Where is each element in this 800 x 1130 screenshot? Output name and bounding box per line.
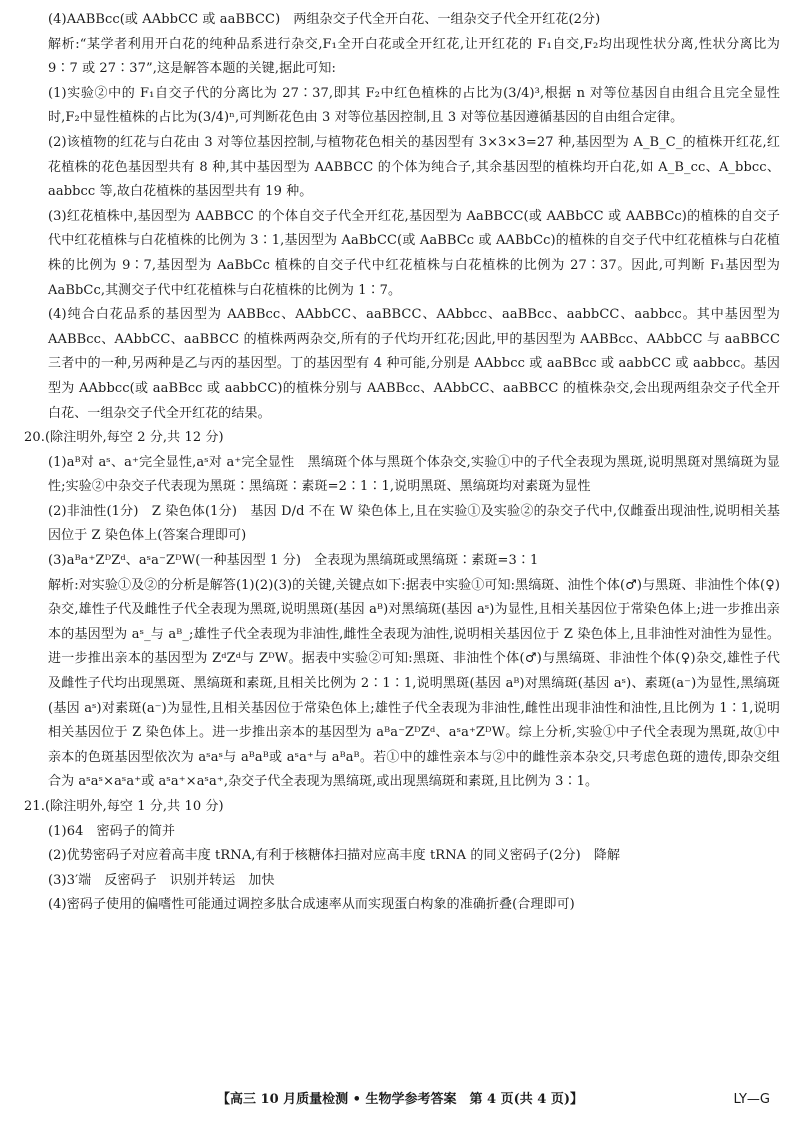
q20-header: 20.(除注明外,每空 2 分,共 12 分) [24, 430, 224, 446]
q20-answer-2: (2)非油性(1分) Z 染色体(1分) 基因 D/d 不在 W 染色体上,且在实验①及实验②的杂交子代中,仅雌蚕出现油性,说明相关基因位于 Z 染色体上(答案合理即可) [48, 503, 780, 544]
q19-analysis-4: (4)纯合白花品系的基因型为 AABBcc、AAbbCC、aaBBCC、AAbbcc、aaBBcc、aabbCC、aabbcc。其中基因型为 AABBcc、AAbbCC、aaBBCC 的植株两两杂交,所有的子代均开红花;因此,甲的基因型为 AABBcc、AAbbCC 与 aaBBCC 三者中的一种,另两种是乙与丙的基因型。丁的基因型有 4 种可能,分别是 AAbbcc 或 aaBBcc 或 aabbCC 或 aabbcc。基因型为 AAbbcc(或 aaBBcc 或 aabbCC)的植株分别与 AABBcc、AAbbCC、aaBBCC 的植株杂交,会出现两组杂交子代全开白花、一组杂交子代全开红花的结果。 [48, 307, 780, 421]
q20-answer-3: (3)aᴮa⁺ZᴰZᵈ、aˢa⁻ZᴰW(一种基因型 1 分) 全表现为黑缟斑或黑缟斑∶素斑=3∶1 [48, 553, 539, 569]
q19-analysis-intro: 解析:“某学者利用开白花的纯种品系进行杂交,F₁全开白花或全开红花,让开红花的 F₁自交,F₂均出现性状分离,性状分离比为 9∶7 或 27∶37”,这是解答本题的关键,据此可知: [48, 36, 780, 77]
page-footer [0, 1088, 800, 1112]
q21-answer-2: (2)优势密码子对应着高丰度 tRNA,有利于核糖体扫描对应高丰度 tRNA 的同义密码子(2分) 降解 [48, 848, 621, 864]
q20-analysis: 解析:对实验①及②的分析是解答(1)(2)(3)的关键,关键点如下:据表中实验①可知:黑缟斑、油性个体(♂)与黑斑、非油性个体(♀)杂交,雄性子代及雌性子代全表现为黑斑,说明黑斑(基因 aᴮ)对黑缟斑(基因 aˢ)为显性,且相关基因位于常染色体上;进一步推出亲本的基因型为 aˢ_与 aᴮ_;雄性子代全表现为非油性,雌性全表现为油性,说明相关基因位于 Z 染色体上,且非油性对油性为显性。进一步推出亲本的基因型为 ZᵈZᵈ与 ZᴰW。据表中实验②可知:黑斑、非油性个体(♂)与黑缟斑、非油性个体(♀)杂交,雄性子代及雌性子代均出现黑斑、黑缟斑和素斑,且相关比例为 2∶1∶1,说明黑斑(基因 aᴮ)对黑缟斑(基因 aˢ)、素斑(a⁻)为显性,黑缟斑(基因 aˢ)对素斑(a⁻)为显性,且相关基因位于常染色体上;雄性子代全表现为非油性,雌性出现非油性和油性,且比例为 1∶1,说明相关基因位于 Z 染色体上。进一步推出亲本的基因型为 aᴮa⁻ZᴰZᵈ、aˢa⁺ZᴰW。综上分析,实验①中子代全表现为黑斑,故①中亲本的色斑基因型依次为 aˢaˢ与 aᴮaᴮ或 aˢa⁺与 aᴮaᴮ。若①中的雄性亲本与②中的雌性亲本杂交,只考虑色斑的遗传,即杂交组合为 aˢaˢ×aˢa⁺或 aˢa⁺×aˢa⁺,杂交子代全表现为黑缟斑,或出现黑缟斑和素斑,且比例为 3∶1。 [48, 577, 780, 790]
q19-analysis-2: (2)该植物的红花与白花由 3 对等位基因控制,与植物花色相关的基因型有 3×3×3=27 种,基因型为 A_B_C_的植株开红花,红花植株的花色基因型共有 8 种,其中基因型为 AABBCC 的个体为纯合子,其余基因型的植株均开白花,如 A_B_cc、A_bbcc、aabbcc 等,故白花植株的基因型共有 19 种。 [48, 134, 780, 200]
q19-answer-4: (4)AABBcc(或 AAbbCC 或 aaBBCC) 两组杂交子代全开白花、一组杂交子代全开红花(2分) [48, 12, 601, 27]
q20-answer-1: (1)aᴮ对 aˢ、a⁺完全显性,aˢ对 a⁺完全显性 黑缟斑个体与黑斑个体杂交,实验①中的子代全表现为黑斑,说明黑斑对黑缟斑为显性;实验②中杂交子代表现为黑斑∶黑缟斑∶素斑=2∶1∶1,说明黑斑、黑缟斑均对素斑为显性 [48, 454, 780, 495]
q21-answer-4: (4)密码子使用的偏嗜性可能通过调控多肽合成速率从而实现蛋白构象的准确折叠(合理即可) [48, 897, 575, 913]
page-content [24, 8, 780, 918]
q21-header: 21.(除注明外,每空 1 分,共 10 分) [24, 799, 224, 814]
q21-answer-3: (3)3′端 反密码子 识别并转运 加快 [48, 872, 275, 888]
footer-code: LY—G [733, 1092, 770, 1107]
q21-answer-1: (1)64 密码子的简并 [48, 823, 176, 839]
q19-analysis-3: (3)红花植株中,基因型为 AABBCC 的个体自交子代全开红花,基因型为 AaBBCC(或 AABbCC 或 AABBCc)的植株的自交子代中红花植株与白花植株的比例为 3∶1,基因型为 AaBbCC(或 AaBBCc 或 AABbCc)的植株的自交子代中红花植株与白花植株的比例为 9∶7,基因型为 AaBbCc 植株的自交子代中红花植株与白花植株的比例为 27∶37。因此,可判断 F₁基因型为 AaBbCc,其测交子代中红花植株与白花植株的比例为 1∶7。 [48, 208, 780, 298]
footer-title: 【高三 10 月质量检测 • 生物学参考答案 第 4 页(共 4 页)】 [217, 1092, 583, 1107]
q19-analysis-1: (1)实验②中的 F₁自交子代的分离比为 27∶37,即其 F₂中红色植株的占比为(3/4)³,根据 n 对等位基因自由组合且完全显性时,F₂中显性植株的占比为(3/4)ⁿ,可判断花色由 3 对等位基因控制,且 3 对等位基因遵循基因的自由组合定律。 [48, 85, 780, 126]
